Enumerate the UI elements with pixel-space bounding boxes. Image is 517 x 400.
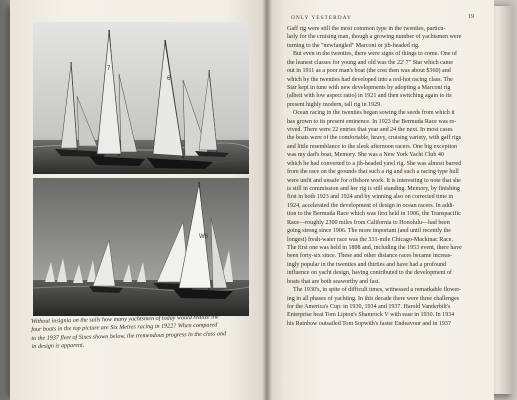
book-gutter — [262, 0, 272, 400]
text-line: out in 1911 as a poor man's boat (the cost then was about $360) and — [287, 68, 451, 75]
text-line: tion to the Bermuda Race which was first held in 1906, the Transpacific — [287, 211, 461, 218]
text-line: The 1930's, in spite of difficult times, witnessed a remarkable flower- — [293, 287, 462, 294]
caption-line: Without insignia on the sails how many yachtsmen of today would realize the — [31, 314, 219, 325]
photo-gaff-yachts — [33, 22, 249, 174]
text-line: Star kept in tune with new developments by adopting a Marconi rig — [287, 84, 451, 91]
text-line: the boats were of the comfortable, heavy, cruising variety, with gaff rigs — [287, 135, 462, 142]
text-line: 1924, accelerated the development of design in ocean racers. In addi- — [287, 202, 455, 209]
running-head: ONLY YESTERDAY — [291, 15, 352, 21]
text-line: first in both 1923 and 1924 and by winning also on corrected time in — [287, 194, 454, 201]
text-line: Race—roughly 2300 miles from California to Honolulu—had been — [287, 219, 450, 226]
sail-number-w6: W6 — [199, 234, 208, 240]
text-line: which by the twenties had developed into a red-hot racing class. The — [287, 76, 453, 83]
text-line: his Rainbow outsailed Tom Sopwith's faster Endeavour and in 1937 — [287, 320, 451, 327]
page-number: 19 — [468, 14, 474, 20]
text-line: vived. There were 22 entries that year and 24 the next. In most cases — [287, 127, 453, 134]
text-line: larly for the cruising man, though a growing number of yachtsmen were — [287, 34, 462, 41]
text-line: influence on yacht design, having contributed to the development of — [287, 270, 452, 277]
text-line: turning to the "newfangled" Marconi or jib-headed rig. — [287, 42, 420, 49]
text-line: were unfit and unsafe for offshore work. It is interesting to note that she — [287, 177, 461, 184]
text-line: is still in commission and her rig is still standing. Memory, by finishing — [287, 186, 460, 193]
text-line: the leanest classes for young and old was the 22' 7" Star which came — [287, 59, 453, 66]
text-line: But even in the twenties, there were signs of things to come. One of — [293, 51, 458, 58]
sail-number-6: 6 — [167, 76, 171, 82]
text-line: boats that are both seaworthy and fast. — [287, 278, 380, 285]
text-line: Enterprise beat Tom Lipton's Shamrock V with ease in 1930. In 1934 — [287, 312, 455, 319]
text-line: present highly modern, tall rig in 1929. — [287, 101, 382, 108]
text-line: The first one was held in 1898 and, including the 1953 event, there have — [287, 244, 462, 251]
sail-number-7: 7 — [107, 66, 111, 72]
photo-six-metre-fleet — [33, 178, 249, 316]
caption-line: four boats in the top picture are Six Metres racing in 1922? When compared — [31, 322, 218, 334]
photo-caption — [31, 312, 258, 351]
text-line: was my dad's boat, Memory. She was a New York Yacht Club 40 — [287, 152, 444, 159]
text-line: for the America's Cup: in 1930, 1934 and 1937. Harold Vanderbilt's — [287, 303, 451, 310]
caption-line: to the 1937 fleet of Sixes shown below, the tremendous progress in the class and — [31, 330, 227, 342]
body-text — [287, 25, 487, 328]
text-line: has grown to its present eminence. In 1923 the Bermuda Race was re- — [287, 118, 457, 125]
text-line: (albeit with low aspect ratio) in 1921 and then switching again to its — [287, 93, 452, 100]
text-line: from the race on the grounds that such a rig and such a racing type hull — [287, 169, 459, 176]
text-line: Ocean racing in the twenties began sowing the seeds from which it — [293, 110, 455, 117]
text-line: longest) fresh-water race was the 331-mile Chicago-Mackinac Race. — [287, 236, 453, 243]
text-line: been forty-six since. These and other distance races became increas- — [287, 253, 453, 260]
text-line: Gaff rig were still the most common type in the twenties, particu- — [287, 26, 446, 32]
text-line: and little resemblance to the sleek afternoon racers. One big exception — [287, 143, 458, 150]
text-line: ing in all phases of yachting. In this decade there were three challenges — [287, 295, 460, 302]
text-line: which he had converted to a jib-headed yawl rig. She was almost barred — [287, 160, 462, 167]
text-line: going strong since 1906. The more important (and until recently the — [287, 228, 451, 235]
text-line: ingly popular in the twenties and thirties and have had a profound — [287, 261, 447, 268]
caption-line: in design is apparent. — [31, 342, 85, 351]
